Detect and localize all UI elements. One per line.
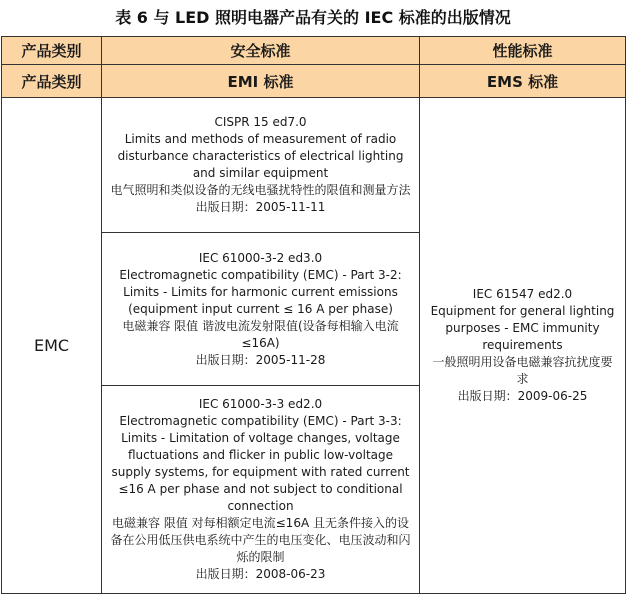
header-performance-standard: 性能标准 <box>420 37 626 65</box>
header-product-category-2: 产品类别 <box>2 65 102 98</box>
header-emi-standard: EMI 标准 <box>102 65 420 98</box>
standard-code: IEC 61000-3-3 ed2.0 <box>198 397 323 411</box>
standard-title-zh: 电磁兼容 限值 谐波电流发射限值(设备每相输入电流≤16A) <box>122 318 399 350</box>
header-safety-standard: 安全标准 <box>102 37 420 65</box>
standard-title-en: Limits and methods of measurement of radio disturbance characteristics of electrical lighting and similar equipment <box>117 132 404 180</box>
standard-title-zh: 一般照明用设备电磁兼容抗扰度要求 <box>432 355 613 386</box>
standard-title-en: Equipment for general lighting purposes - EMC immunity requirements <box>430 304 615 352</box>
standard-title-zh: 电磁兼容 限值 对每相额定电流≤16A 且无条件接入的设备在公用低压供电系统中产生的电压变化、电压波动和闪烁的限制 <box>110 516 411 564</box>
ems-standard-cell <box>420 98 626 594</box>
header-row-2 <box>2 65 626 98</box>
standard-code: CISPR 15 ed7.0 <box>214 115 307 129</box>
standard-title-en: Electromagnetic compatibility (EMC) - Part 3-3: Limits - Limitation of voltage changes, voltage fluctuations and flicker in public low-voltage supply systems, for equipment with rated current ≤16 A per phase and not subject to conditional connection <box>111 414 410 513</box>
table-title: 表 6 与 LED 照明电器产品有关的 IEC 标准的出版情况 <box>115 8 511 27</box>
publication-date: 出版日期：2005-11-11 <box>195 200 326 214</box>
publication-date: 出版日期：2005-11-28 <box>195 352 326 367</box>
emi-standard-cell <box>102 98 420 233</box>
standard-title-zh: 电气照明和类似设备的无线电骚扰特性的限值和测量方法 <box>110 183 411 197</box>
category-cell: EMC <box>2 98 102 594</box>
iec-standards-table <box>1 36 626 594</box>
header-product-category: 产品类别 <box>2 37 102 65</box>
standard-code: IEC 61547 ed2.0 <box>472 287 573 301</box>
emi-standard-cell <box>102 233 420 386</box>
emi-standard-cell <box>102 386 420 594</box>
standard-code: IEC 61000-3-2 ed3.0 <box>198 250 323 265</box>
standard-title-en: Electromagnetic compatibility (EMC) - Part 3-2: Limits - Limits for harmonic current emissions (equipment input current ≤ 16 A per phase) <box>119 267 402 316</box>
header-row-1 <box>2 37 626 65</box>
header-ems-standard: EMS 标准 <box>420 65 626 98</box>
table-row <box>2 98 626 233</box>
publication-date: 出版日期：2009-06-25 <box>457 389 588 403</box>
publication-date: 出版日期：2008-06-23 <box>195 567 326 581</box>
